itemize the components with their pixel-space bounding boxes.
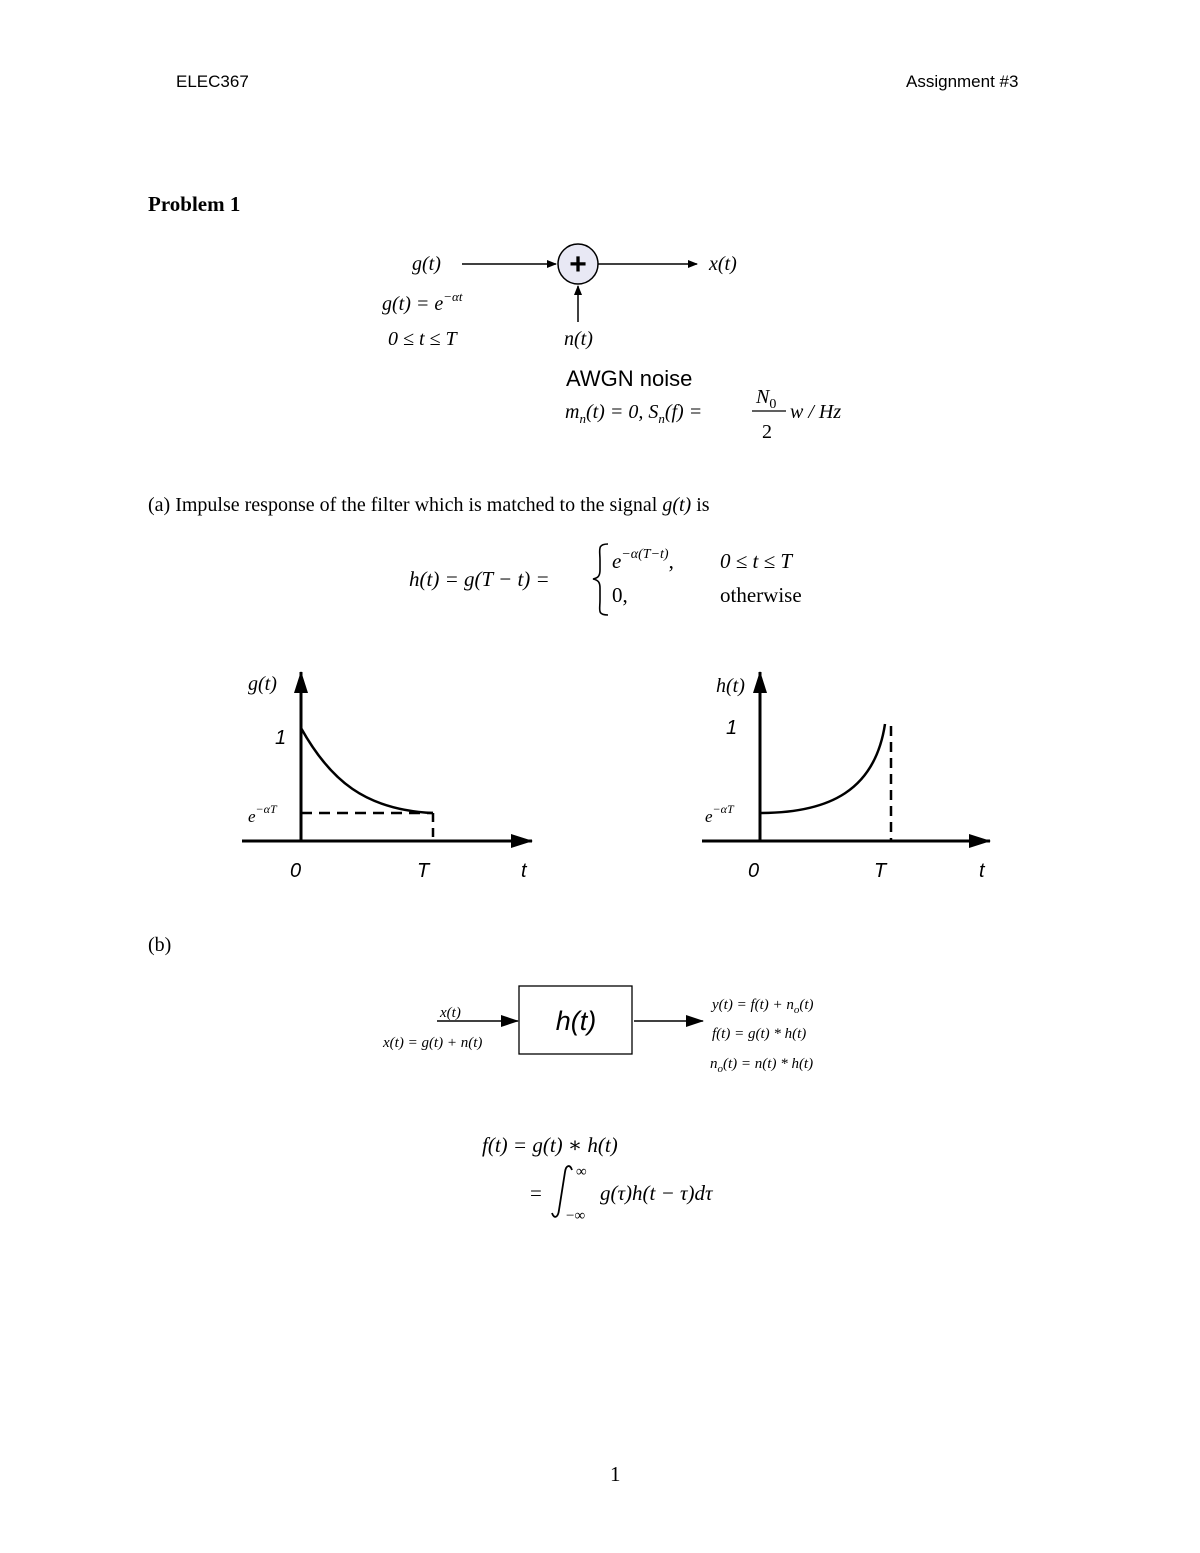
case2-condition: otherwise: [720, 583, 802, 607]
part-a-text: [148, 494, 710, 517]
adder-plus-icon: +: [569, 248, 587, 281]
part-b-label: (b): [148, 934, 172, 956]
output-signal-label: x(t): [709, 253, 737, 275]
adder-diagram: [0, 0, 1200, 460]
plot-h: [680, 660, 1020, 890]
convolution-equation: [0, 1120, 1200, 1230]
g-decay-curve: [301, 728, 433, 813]
integrand: g(τ)h(t − τ)dτ: [600, 1181, 713, 1205]
part-a-sentence-end: is: [696, 494, 710, 516]
h-growth-curve: [760, 724, 885, 813]
case1-condition: 0 ≤ t ≤ T: [720, 549, 793, 573]
assignment-title: Assignment #3: [906, 72, 1019, 91]
signal-range: 0 ≤ t ≤ T: [388, 328, 457, 350]
course-code: ELEC367: [176, 72, 249, 91]
convolution-equals: =: [530, 1181, 542, 1205]
filter-diagram: [0, 975, 1200, 1085]
g-zero-label: 0: [290, 860, 302, 882]
input-signal-label: g(t): [412, 253, 441, 275]
part-a-signal: g(t): [662, 494, 692, 516]
h-zero-label: 0: [748, 860, 760, 882]
filter-output-y: $y(t) = f(t) + n_o(t)$: [712, 997, 814, 1016]
filter-input-top: x(t): [440, 1005, 461, 1021]
g-ylabel: g(t): [248, 673, 277, 695]
cases-brace: [593, 544, 608, 615]
noise-psd-numerator: $N_0$: [756, 386, 777, 412]
matched-filter-equation: [0, 530, 1200, 630]
page-number: 1: [610, 1462, 621, 1486]
h-low-label: $e^{-\alpha T}$: [705, 802, 734, 826]
noise-title: AWGN noise: [566, 366, 693, 391]
noise-statistics: $m_n(t) = 0$, $S_n(f)$ =: [565, 401, 703, 426]
filter-box-label: h(t): [555, 1006, 597, 1036]
equation-lhs: h(t) = g(T − t) =: [409, 567, 550, 591]
case1-expression: $e^{-\alpha(T-t)}$,: [612, 547, 674, 573]
noise-label: n(t): [564, 328, 593, 350]
g-one-label: 1: [275, 727, 287, 749]
h-ylabel: h(t): [716, 675, 745, 697]
plot-g: [220, 660, 560, 890]
case2-expression: 0,: [612, 583, 628, 607]
filter-input-bottom: x(t) = g(t) + n(t): [383, 1035, 483, 1051]
noise-psd-unit: w / Hz: [790, 401, 842, 423]
g-t-label: t: [521, 860, 527, 882]
h-one-label: 1: [726, 717, 738, 739]
filter-output-n: $n_o(t) = n(t) * h(t)$: [710, 1056, 814, 1075]
h-t-label: t: [979, 860, 985, 882]
noise-psd-denominator: 2: [762, 421, 772, 443]
part-a-label: (a): [148, 494, 171, 516]
h-T-label: T: [874, 860, 887, 882]
part-a-sentence: Impulse response of the filter which is matched to the signal: [175, 494, 658, 516]
convolution-line1: f(t) = g(t) ∗ h(t): [482, 1133, 618, 1157]
g-low-label: $e^{-\alpha T}$: [248, 802, 277, 826]
filter-output-f: f(t) = g(t) * h(t): [712, 1026, 807, 1042]
problem-heading: Problem 1: [148, 192, 241, 216]
g-T-label: T: [417, 860, 430, 882]
integral-upper-limit: ∞: [576, 1164, 587, 1180]
signal-definition: $g(t) = e^{-\alpha t}$: [382, 289, 463, 315]
integral-lower-limit: −∞: [566, 1208, 586, 1224]
